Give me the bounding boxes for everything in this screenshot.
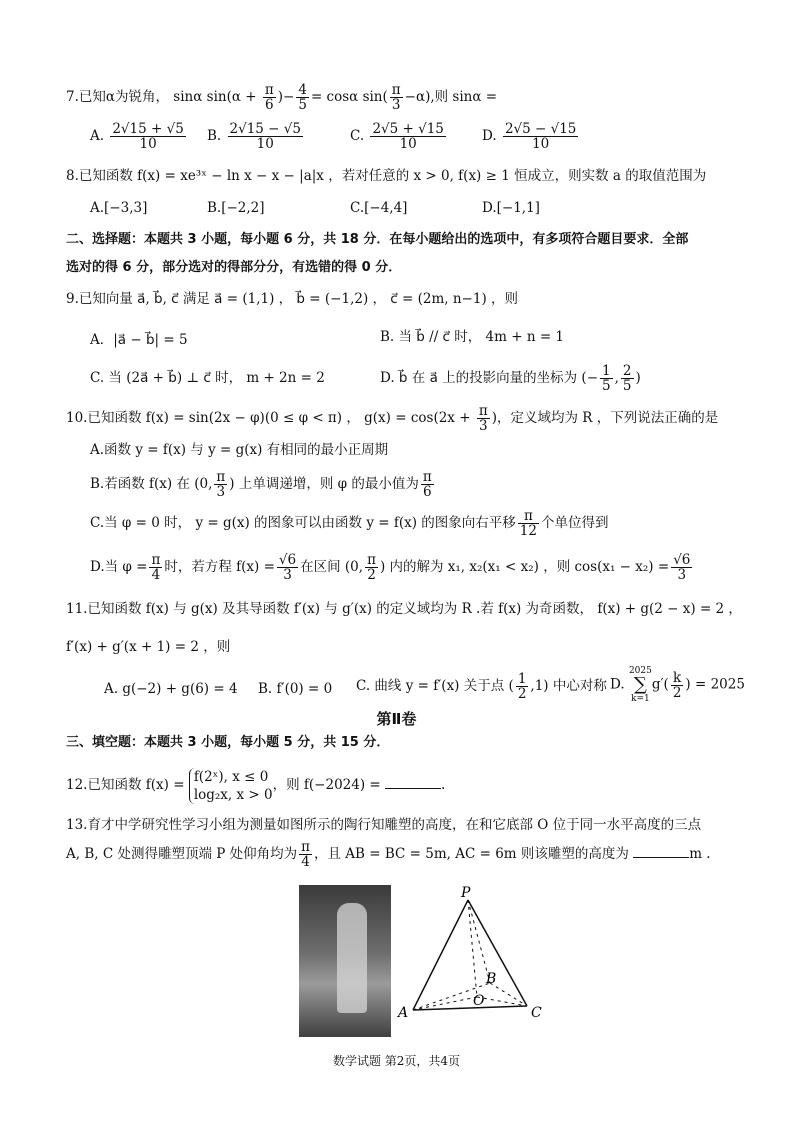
q8-option-a: A.[−3,3] [90,200,148,216]
label-C: C [531,1005,542,1021]
label-P: P [461,885,471,901]
q12-piecewise: f(2ˣ), x ≤ 0 log₂x, x > 0 [189,768,273,804]
pyramid-diagram [395,885,555,1030]
q11-option-a: A. g(−2) + g(6) = 4 [104,681,238,697]
q13-answer-blank [633,857,689,858]
q11-option-c: C. 曲线 y = f′(x) 关于点 ( $\frac{1}{2}$ ,1) 中心对称 [356,671,607,702]
q9-stem: 9.已知向量 a⃗, b⃗, c⃗ 满足 a⃗ = (1,1) ， b⃗ = (−1,2) ， c⃗ = (2m, n−1) ，则 [66,291,519,307]
q10-stem: 10.已知函数 f(x) = sin(2x − φ)(0 ≤ φ < π) ， g(x) = cos(2x + $\frac{\pi}{3}$ )，定义域均为 R ，下列说法正确的是 [66,403,719,434]
q7-frac-pi-6: $\frac{\pi}{6}$ [264,82,274,113]
q8-option-c: C.[−4,4] [350,200,408,216]
q10-option-c: C.当 φ = 0 时， y = g(x) 的图象可以由函数 y = f(x) 的图象向右平移 $\frac{\pi}{12}$ 个单位得到 [90,508,609,539]
statue-photo [299,885,391,1037]
q8-stem: 8.已知函数 f(x) = xe³ˣ − ln x − x − |a|x ，若对任意的 x > 0, f(x) ≥ 1 恒成立，则实数 a 的取值范围为 [66,168,707,184]
q7-option-c: C. $\frac{2√5 + √15}{10}$ [350,121,444,152]
q7-stem-text-a: 7.已知α为锐角， [66,89,169,105]
q7-stem-text-d: −α),则 sinα = [404,89,498,105]
label-O: O [473,993,485,1009]
q7-option-d: D. $\frac{2√5 - √15}{10}$ [482,121,577,152]
edge-AC [413,1006,527,1010]
q9-option-c: C. 当 (2a⃗ + b⃗) ⊥ c⃗ 时， m + 2n = 2 [90,370,325,386]
label-B: B [486,971,497,987]
q10-option-a: A.函数 y = f(x) 与 y = g(x) 有相同的最小正周期 [90,442,389,458]
q7-stem [66,83,497,112]
q7-option-a: A. $\frac{2√15 + √5}{10}$ [90,121,184,152]
q12-answer-blank [385,788,441,789]
q11-option-b: B. f′(0) = 0 [258,681,333,697]
q8-option-d: D.[−1,1] [482,200,540,216]
q7-stem-text-c: = cosα sin( [310,89,388,105]
q11-stem-line1: 11.已知函数 f(x) 与 g(x) 及其导函数 f′(x) 与 g′(x) 的定义域均为 R .若 f(x) 为奇函数， f(x) + g(2 − x) = 2 ， [66,601,742,617]
q10-option-d: D.当 φ = $\frac{\pi}{4}$ 时，若方程 f(x) = $\frac{√6}{3}$ 在区间 (0, $\frac{\pi}{2}$ ) 内的解为 x₁, x₂(x₁ < x₂) ，则 cos(x₁ − x₂) = $\frac{√6}{3}$ [90,552,691,583]
page-footer: 数学试题 第2页，共4页 [332,1054,461,1068]
segment-OC-dashed [477,997,527,1006]
section2-instructions-line2: 选对的得 6 分，部分选对的得部分分，有选错的得 0 分． [66,260,402,275]
q10-option-b: B.若函数 f(x) 在 (0, $\frac{\pi}{3}$ ) 上单调递增，则 φ 的最小值为 $\frac{\pi}{6}$ [90,469,432,500]
q12-stem: 12.已知函数 f(x) = f(2ˣ), x ≤ 0 log₂x, x > 0 ，则 f(−2024) = . [66,768,446,803]
q7-option-b: B. $\frac{2√15 - √5}{10}$ [207,121,301,152]
statue-silhouette [337,903,367,1013]
q9-option-b: B. 当 b⃗ // c⃗ 时， 4m + n = 1 [380,329,565,345]
label-A: A [398,1005,409,1021]
q7-frac-pi-3: $\frac{\pi}{3}$ [391,82,401,113]
part2-title: 第Ⅱ卷 [376,710,417,728]
section3-instructions: 三、填空题：本题共 3 小题，每小题 5 分，共 15 分． [66,735,390,750]
q13-stem-line1: 13.育才中学研究性学习小组为测量如图所示的陶行知雕塑的高度，在和它底部 O 位于同一水平高度的三点 [66,817,702,833]
q9-option-d: D. b⃗ 在 a⃗ 上的投影向量的坐标为 (− $\frac{1}{5}$ , $\frac{2}{5}$ ) [380,363,641,394]
q11-option-d: D. 2025 ∑ k=1 g′( $\frac{k}{2}$ ) = 2025 [610,666,745,704]
q11-stem-line2: f′(x) + g′(x + 1) = 2 ，则 [66,639,231,655]
q7-minus: )− [277,89,295,105]
q9-option-a: A．|a⃗ − b⃗| = 5 [90,332,188,348]
q8-option-b: B.[−2,2] [207,200,265,216]
q7-frac-4-5: $\frac{4}{5}$ [298,82,307,113]
q7-stem-text-b: sinα sin(α + [173,89,261,105]
edge-PC [468,900,527,1006]
section2-instructions-line1: 二、选择题：本题共 3 小题，每小题 6 分，共 18 分．在每小题给出的选项中，有多项符合题目要求．全部 [66,232,689,247]
q13-stem-line2: A, B, C 处测得雕塑顶端 P 处仰角均为 $\frac{\pi}{4}$ ，且 AB = BC = 5m, AC = 6m 则该雕塑的高度为 m . [66,839,711,870]
